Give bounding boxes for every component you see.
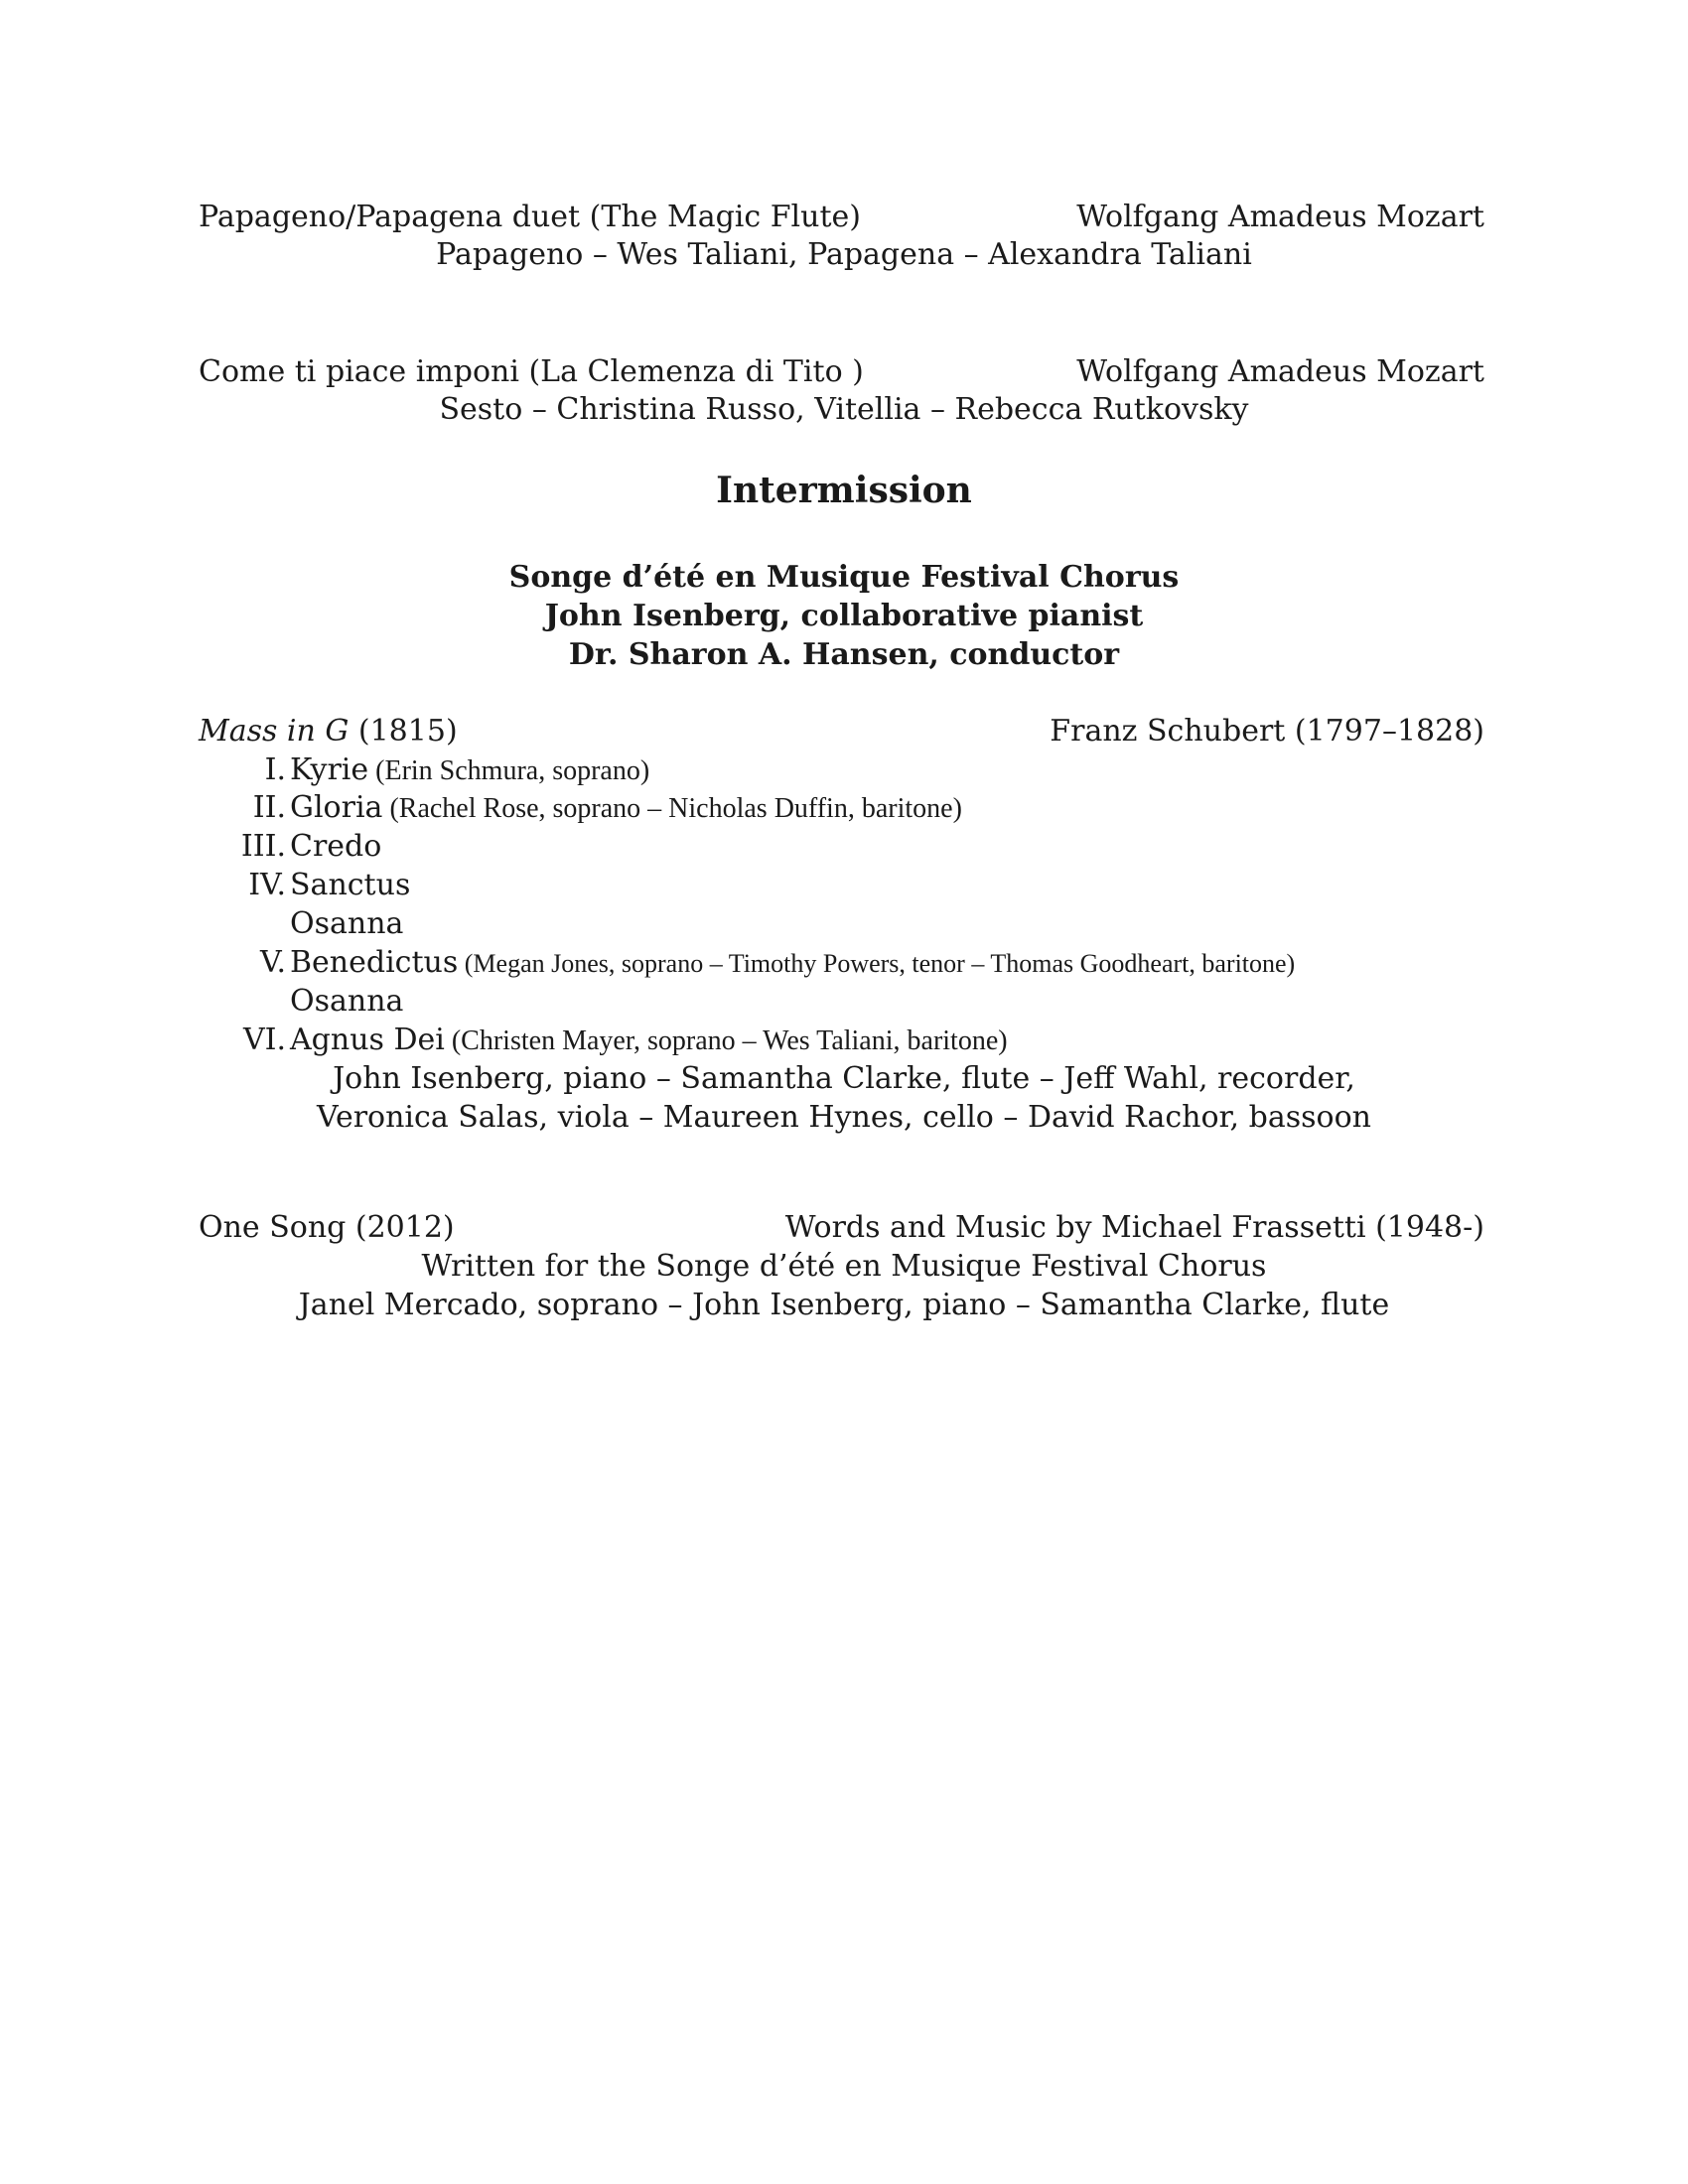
movement-numeral: III. [240, 829, 286, 864]
piece-composer: Wolfgang Amadeus Mozart [1076, 354, 1484, 389]
movement-name: Credo [290, 829, 382, 864]
movement-soloists: (Rachel Rose, soprano – Nicholas Duffin, baritone) [382, 793, 962, 824]
mass-year: (1815) [349, 714, 458, 749]
movement-name: Benedictus [290, 945, 459, 980]
piece-title: Papageno/Papagena duet (The Magic Flute) [199, 200, 861, 234]
mass-title-line [199, 713, 458, 751]
instrumentalists-line: John Isenberg, piano – Samantha Clarke, flute – Jeff Wahl, recorder, [333, 1061, 1355, 1096]
mass-composer: Franz Schubert (1797–1828) [1050, 714, 1484, 749]
movement-numeral: VI. [242, 1023, 286, 1057]
movement-name: Osanna [290, 906, 404, 941]
one-song-title: One Song (2012) [199, 1210, 455, 1245]
movement-soloists: (Megan Jones, soprano – Timothy Powers, tenor – Thomas Goodheart, baritone) [458, 949, 1296, 978]
movement-name: Osanna [290, 984, 404, 1019]
chorus-name: Songe d’été en Musique Festival Chorus [508, 560, 1180, 595]
piece-performers: Papageno – Wes Taliani, Papagena – Alexandra Taliani [436, 237, 1252, 272]
movement-numeral: IV. [248, 868, 286, 902]
movement-numeral: V. [260, 945, 286, 980]
movement-numeral: I. [264, 752, 286, 787]
conductor-credit: Dr. Sharon A. Hansen, conductor [568, 637, 1120, 672]
movement-name: Sanctus [290, 868, 411, 902]
movement-name: Kyrie [290, 752, 369, 787]
one-song-note: Written for the Songe d’été en Musique Festival Chorus [421, 1249, 1267, 1284]
mass-title: Mass in G [199, 714, 350, 749]
movement-soloists: (Erin Schmura, soprano) [368, 755, 650, 786]
pianist-credit: John Isenberg, collaborative pianist [544, 599, 1144, 633]
piece-performers: Sesto – Christina Russo, Vitellia – Rebecca Rutkovsky [439, 392, 1249, 427]
one-song-composer: Words and Music by Michael Frassetti (1948-) [784, 1210, 1484, 1245]
movement-name: Gloria [290, 790, 383, 825]
movement-numeral: II. [252, 790, 286, 825]
piece-title: Come ti piace imponi (La Clemenza di Tito ) [199, 354, 864, 389]
piece-composer: Wolfgang Amadeus Mozart [1076, 200, 1484, 234]
one-song-performers: Janel Mercado, soprano – John Isenberg, piano – Samantha Clarke, flute [298, 1288, 1390, 1322]
movement-soloists: (Christen Mayer, soprano – Wes Taliani, baritone) [444, 1025, 1008, 1056]
instrumentalists-line: Veronica Salas, viola – Maureen Hynes, cello – David Rachor, bassoon [317, 1100, 1371, 1135]
intermission-heading: Intermission [716, 470, 972, 511]
movement-name: Agnus Dei [290, 1023, 445, 1057]
